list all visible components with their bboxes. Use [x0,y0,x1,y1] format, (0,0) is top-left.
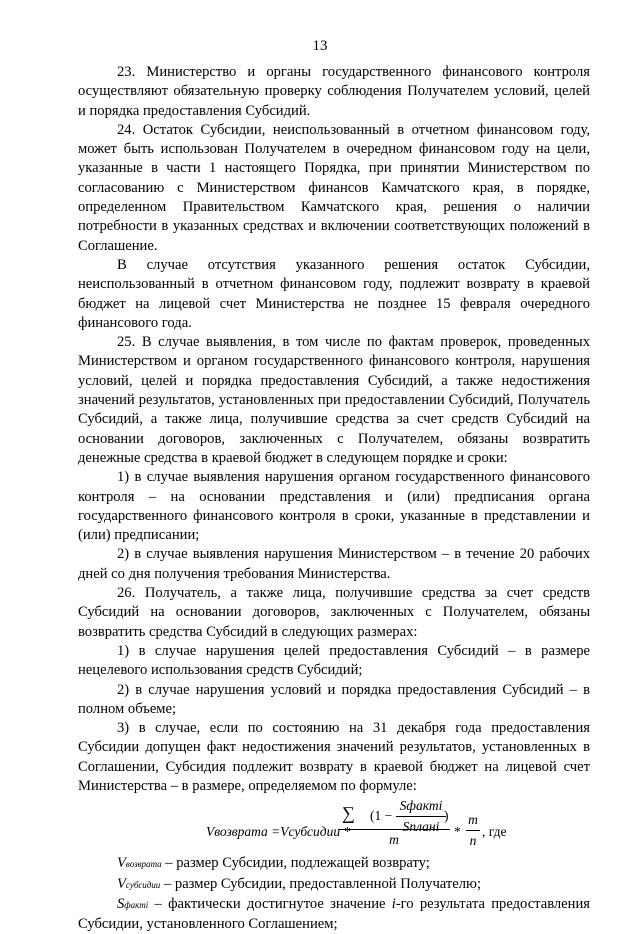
formula-multiply: * [454,824,461,840]
formula-s-plan: Sпланi [402,818,440,834]
def-symbol: V [117,855,126,872]
formula-n: n [469,832,477,848]
refund-formula [78,796,590,854]
def-subscript: факті [124,899,149,910]
formula-m: m [468,812,478,828]
page-number: 13 [312,38,328,54]
paragraph-26-2: 2) в случае нарушения условий и порядка предоставления Субсидий – в полном объеме; [78,681,590,717]
def-text: – размер Субсидии, подлежащей возврату; [161,855,430,872]
formula-denominator: m [389,832,399,848]
document-body [78,63,590,934]
def-symbol: S [117,895,125,912]
paragraph-23: 23. Министерство и органы государственного финансового контроля осуществляют обязательную проверку соблюдения Получателем условий, целей и порядка предоставления Субсидий. [78,64,590,119]
paragraph-25-2: 2) в случае выявления нарушения Министерством – в течение 20 рабочих дней со дня получения требования Министерства. [78,546,590,582]
paragraph-25: 25. В случае выявления, в том числе по фактам проверок, проведенных Министерством и органом государственного финансового контроля, нарушения условий, целей и порядка предоставления Субсидий, а также недостижения значений результатов, установленных при предоставлении Субсидий, Получатель Субсидий, а также лица, получившие средства за счет средств Субсидий на основании договоров, заключенных с Получателем, обязаны возвратить денежные средства в краевой бюджет в следующем порядке и сроки: [78,334,590,466]
formula-tail: , где [482,824,507,840]
formula-lhs: Vвозврата =Vсубсидии * [206,824,351,840]
formula-inner-fraction [396,796,446,836]
def-subscript: субсидии [125,879,161,890]
def-text-pre: – фактически достигнутое значение [148,895,392,912]
def-subscript: возврата [125,859,162,870]
def-index: i [391,895,396,912]
def-text: -го результата предоставления Субсидии, установленного Соглашением; [78,895,590,933]
formula-sum-sign: ∑ [342,803,355,824]
paragraph-24: 24. Остаток Субсидии, неиспользованный в отчетном финансовом году, может быть использован Получателем в очередном финансовом году на цели, указанные в части 1 настоящего Порядка, при принятии Министерством по согласованию с Министерством финансов Камчатского края, в порядке, определенном Правительством Камчатского края, решения о наличии потребности в указанных средствах и включении соответствующих положений в Соглашение. [78,121,590,254]
formula-m-over-n [466,810,480,850]
formula-inner-open: (1 − [370,808,393,824]
formula-s-fact: Sфакті [399,798,443,814]
definition-v-subsidii [78,875,590,895]
formula-inner-close: ) [444,808,449,824]
paragraph-25-1: 1) в случае выявления нарушения органом государственного финансового контроля – на основании представления и (или) предписания органа государственного финансового контроля в сроки, указанные в представлении и (или) предписании; [78,469,590,544]
paragraph-26-3: 3) в случае, если по состоянию на 31 декабря года предоставления Субсидии допущен факт недостижения значений результатов, установленных в Соглашении, Субсидия подлежит возврату в краевой бюджет на лицевой счет Министерства – в размере, определяемом по формуле: [78,720,590,794]
definition-v-vozvrata [78,854,590,874]
definition-s-fakt [78,895,590,934]
def-symbol: V [117,875,126,892]
paragraph-26-1: 1) в случае нарушения целей предоставления Субсидий – в размере нецелевого использования средств Субсидий; [78,642,590,679]
paragraph-26: 26. Получатель, а также лица, получившие средства за счет средств Субсидий на основании договоров, заключенных с Получателем, обязаны возвратить средства Субсидий в следующих размерах: [78,585,590,640]
paragraph-24-b: В случае отсутствия указанного решения остаток Субсидии, неиспользованный в отчетном финансовом году, подлежит возврату в краевой бюджет на лицевой счет Министерства не позднее 15 февраля очередного финансового года. [78,256,590,331]
def-text: – размер Субсидии, предоставленной Получателю; [160,875,482,892]
